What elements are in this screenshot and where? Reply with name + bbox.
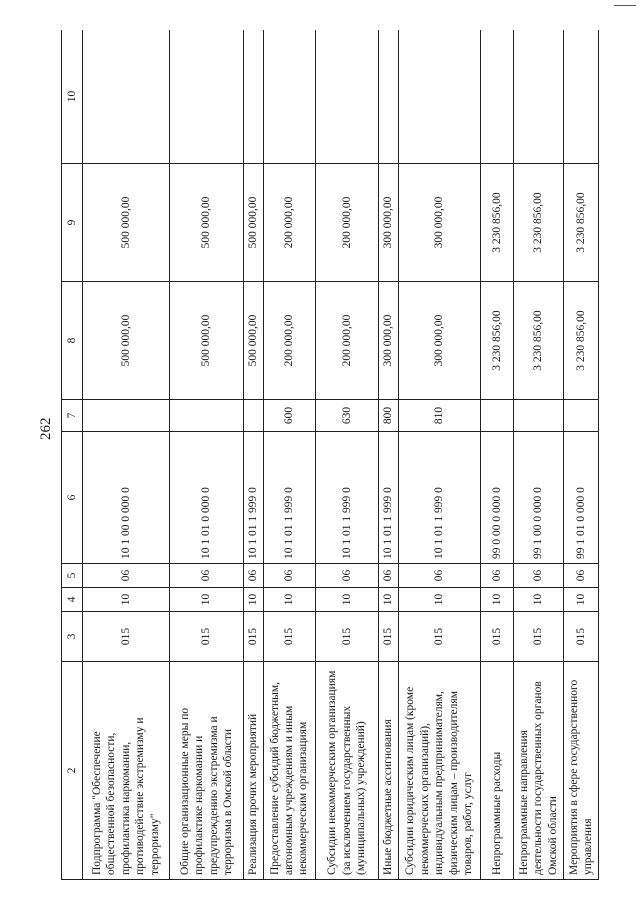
expense-type-cell: 600 — [263, 400, 315, 432]
admin-code-cell: 015 — [398, 612, 481, 662]
section-cell: 10 — [263, 588, 315, 612]
section-cell: 10 — [398, 588, 481, 612]
table-row — [481, 30, 514, 880]
amount-approved-cell: 300 000,00 — [398, 164, 481, 282]
row-name-cell: Мероприятия в сфере государственного управления — [564, 662, 599, 880]
table-row — [83, 30, 170, 880]
admin-code-cell: 015 — [481, 612, 514, 662]
row-name-cell: Субсидии юридическим лицам (кроме некоммерческих организаций), индивидуальным предпринимателям, физическим лицам – производителям товаров, работ, услуг — [398, 662, 481, 880]
row-name-cell: Предоставление субсидий бюджетным, автономным учреждениям и иным некоммерческим организациям — [263, 662, 315, 880]
section-cell: 10 — [83, 588, 170, 612]
amount-plan-cell: 200 000,00 — [315, 282, 378, 400]
row-name-cell: Непрограммные направления деятельности государственных органов Омской области — [513, 662, 563, 880]
expense-type-cell — [170, 400, 244, 432]
amount-approved-cell: 500 000,00 — [244, 164, 264, 282]
amount-approved-cell: 200 000,00 — [263, 164, 315, 282]
target-article-cell: 10 1 01 1 999 0 — [315, 432, 378, 564]
amount-approved-cell: 500 000,00 — [170, 164, 244, 282]
row-name-cell: Субсидии некоммерческим организациям (за исключением государственных (муниципальных) учреждений) — [315, 662, 378, 880]
amount-approved-cell: 300 000,00 — [378, 164, 398, 282]
target-article-cell: 10 1 01 1 999 0 — [263, 432, 315, 564]
column-10-cell — [398, 30, 481, 164]
corner-mark — [614, 5, 636, 6]
admin-code-cell: 015 — [513, 612, 563, 662]
subsection-cell: 06 — [263, 564, 315, 588]
target-article-cell: 10 1 01 1 999 0 — [378, 432, 398, 564]
table-row — [244, 30, 264, 880]
subsection-cell: 06 — [83, 564, 170, 588]
column-10-cell — [244, 30, 264, 164]
column-10-cell — [315, 30, 378, 164]
header-cell: 3 — [62, 612, 83, 662]
table-row — [263, 30, 315, 880]
table-row — [315, 30, 378, 880]
amount-plan-cell: 3 230 856,00 — [481, 282, 514, 400]
header-cell: 2 — [62, 662, 83, 880]
expense-type-cell: 810 — [398, 400, 481, 432]
table-row — [513, 30, 563, 880]
header-cell: 10 — [62, 30, 83, 164]
expense-type-cell — [513, 400, 563, 432]
amount-plan-cell: 500 000,00 — [244, 282, 264, 400]
header-cell: 7 — [62, 400, 83, 432]
column-10-cell — [378, 30, 398, 164]
expense-type-cell — [244, 400, 264, 432]
budget-table — [61, 30, 599, 880]
row-name-cell: Иные бюджетные ассигнования — [378, 662, 398, 880]
subsection-cell: 06 — [481, 564, 514, 588]
header-cell: 8 — [62, 282, 83, 400]
table-row — [564, 30, 599, 880]
target-article-cell: 10 1 01 1 999 0 — [398, 432, 481, 564]
column-10-cell — [564, 30, 599, 164]
amount-approved-cell: 500 000,00 — [83, 164, 170, 282]
admin-code-cell: 015 — [83, 612, 170, 662]
amount-plan-cell: 500 000,00 — [170, 282, 244, 400]
target-article-cell: 10 1 00 0 000 0 — [83, 432, 170, 564]
expense-type-cell: 800 — [378, 400, 398, 432]
row-name-cell: Подпрограмма "Обеспечение общественной безопасности, профилактика наркомании, противодействие экстремизму и терроризму" — [83, 662, 170, 880]
row-name-cell: Реализация прочих мероприятий — [244, 662, 264, 880]
column-10-cell — [513, 30, 563, 164]
table-row — [378, 30, 398, 880]
target-article-cell: 99 0 00 0 000 0 — [481, 432, 514, 564]
header-cell: 9 — [62, 164, 83, 282]
amount-plan-cell: 300 000,00 — [398, 282, 481, 400]
section-cell: 10 — [170, 588, 244, 612]
expense-type-cell — [564, 400, 599, 432]
table-row — [398, 30, 481, 880]
target-article-cell: 99 1 00 0 000 0 — [513, 432, 563, 564]
target-article-cell: 99 1 01 0 000 0 — [564, 432, 599, 564]
target-article-cell: 10 1 01 0 000 0 — [170, 432, 244, 564]
column-10-cell — [263, 30, 315, 164]
amount-plan-cell: 300 000,00 — [378, 282, 398, 400]
amount-approved-cell: 3 230 856,00 — [564, 164, 599, 282]
table-row — [170, 30, 244, 880]
amount-approved-cell: 3 230 856,00 — [481, 164, 514, 282]
admin-code-cell: 015 — [564, 612, 599, 662]
subsection-cell: 06 — [398, 564, 481, 588]
amount-plan-cell: 200 000,00 — [263, 282, 315, 400]
row-name-cell: Общие организационные меры по профилактике наркомании и предупреждению экстремизма и терроризма в Омской области — [170, 662, 244, 880]
column-10-cell — [170, 30, 244, 164]
admin-code-cell: 015 — [315, 612, 378, 662]
expense-type-cell — [83, 400, 170, 432]
amount-approved-cell: 3 230 856,00 — [513, 164, 563, 282]
subsection-cell: 06 — [244, 564, 264, 588]
subsection-cell: 06 — [378, 564, 398, 588]
page-number: 262 — [38, 417, 54, 440]
rotated-page — [61, 30, 599, 880]
section-cell: 10 — [513, 588, 563, 612]
subsection-cell: 06 — [513, 564, 563, 588]
header-cell: 4 — [62, 588, 83, 612]
section-cell: 10 — [244, 588, 264, 612]
subsection-cell: 06 — [315, 564, 378, 588]
amount-approved-cell: 200 000,00 — [315, 164, 378, 282]
header-cell: 5 — [62, 564, 83, 588]
subsection-cell: 06 — [170, 564, 244, 588]
admin-code-cell: 015 — [378, 612, 398, 662]
admin-code-cell: 015 — [244, 612, 264, 662]
amount-plan-cell: 3 230 856,00 — [513, 282, 563, 400]
expense-type-cell: 630 — [315, 400, 378, 432]
header-row — [62, 30, 83, 880]
section-cell: 10 — [315, 588, 378, 612]
section-cell: 10 — [378, 588, 398, 612]
column-10-cell — [481, 30, 514, 164]
admin-code-cell: 015 — [263, 612, 315, 662]
subsection-cell: 06 — [564, 564, 599, 588]
target-article-cell: 10 1 01 1 999 0 — [244, 432, 264, 564]
section-cell: 10 — [564, 588, 599, 612]
admin-code-cell: 015 — [170, 612, 244, 662]
section-cell: 10 — [481, 588, 514, 612]
amount-plan-cell: 3 230 856,00 — [564, 282, 599, 400]
column-10-cell — [83, 30, 170, 164]
table-wrapper — [61, 30, 599, 880]
amount-plan-cell: 500 000,00 — [83, 282, 170, 400]
row-name-cell: Непрограммные расходы — [481, 662, 514, 880]
header-cell: 6 — [62, 432, 83, 564]
expense-type-cell — [481, 400, 514, 432]
